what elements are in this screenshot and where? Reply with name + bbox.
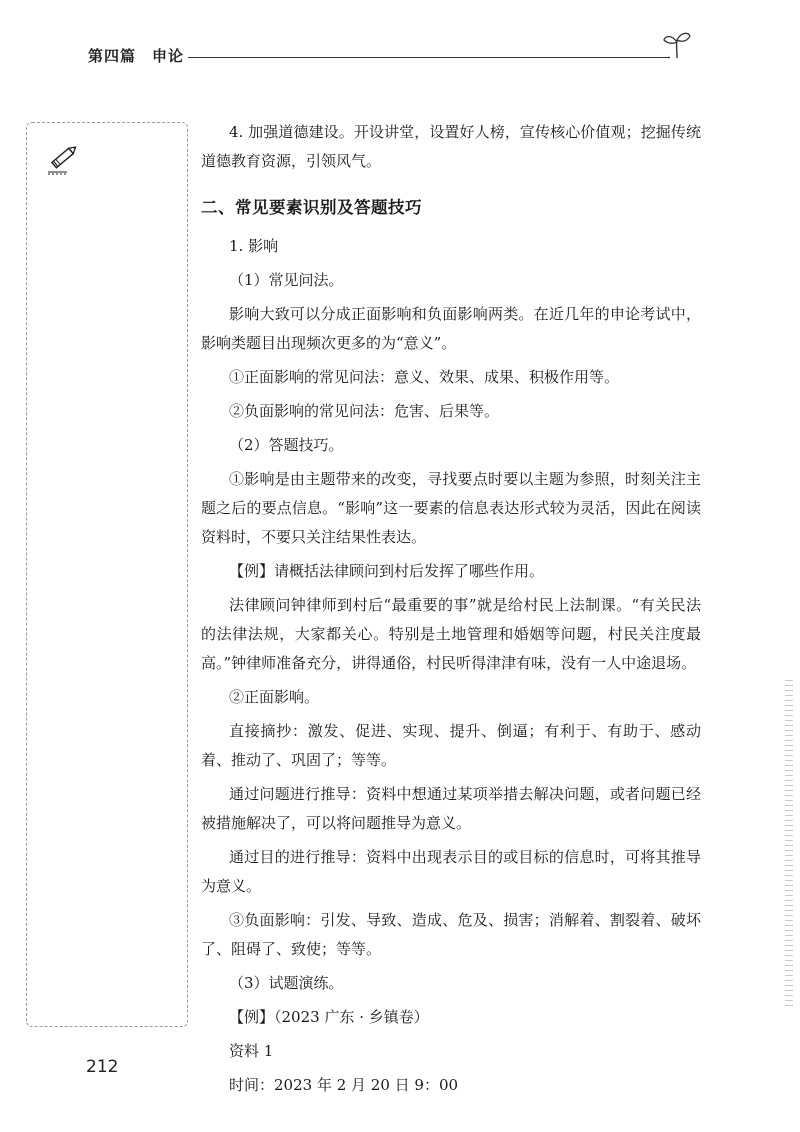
- material-label: 资料 1: [229, 1042, 274, 1060]
- paragraph: ②正面影响。: [229, 688, 320, 706]
- subsection-item: （3）试题演练。: [229, 974, 344, 992]
- pencil-icon: [45, 139, 81, 175]
- paragraph: 影响大致可以分成正面影响和负面影响两类。在近几年的申论考试中，影响类题目出现频次更多的为“意义”。: [201, 305, 701, 352]
- subsection-item: （2）答题技巧。: [229, 436, 344, 454]
- example-question: 【例】请概括法律顾问到村后发挥了哪些作用。: [229, 562, 545, 580]
- paragraph: ①正面影响的常见问法：意义、效果、成果、积极作用等。: [229, 368, 620, 386]
- subsection-title: 1. 影响: [229, 237, 279, 255]
- page-number: 212: [86, 1057, 119, 1077]
- page-edge-marks: [785, 680, 793, 1010]
- paragraph: ①影响是由主题带来的改变，寻找要点时要以主题为参照，时刻关注主题之后的要点信息。“影响”这一要素的信息表达形式较为灵活，因此在阅读资料时，不要只关注结果性表达。: [201, 470, 701, 546]
- example-material: 法律顾问钟律师到村后“最重要的事”就是给村民上法制课。“有关民法的法律法规，大家都关心。特别是土地管理和婚姻等问题，村民关注度最高。”钟律师准备充分，讲得通俗，村民听得津津有味，没有一人中途退场。: [201, 596, 701, 672]
- header-rule: [188, 57, 670, 58]
- paragraph: 4. 加强道德建设。开设讲堂，设置好人榜，宣传核心价值观；挖掘传统道德教育资源，引领风气。: [201, 123, 701, 170]
- paragraph: ③负面影响：引发、导致、造成、危及、损害；消解着、割裂着、破坏了、阻碍了、致使；等等。: [201, 911, 701, 958]
- material-time: 时间：2023 年 2 月 20 日 9：00: [229, 1076, 459, 1094]
- sprout-icon: [662, 30, 692, 60]
- chapter-header-title: 第四篇 申论: [88, 47, 185, 65]
- paragraph: 通过问题进行推导：资料中想通过某项举措去解决问题，或者问题已经被措施解决了，可以将问题推导为意义。: [201, 785, 701, 832]
- paragraph: 直接摘抄：激发、促进、实现、提升、倒逼；有利于、有助于、感动着、推动了、巩固了；等等。: [201, 722, 701, 769]
- paragraph: 通过目的进行推导：资料中出现表示目的或目标的信息时，可将其推导为意义。: [201, 848, 701, 895]
- section-heading: 二、常见要素识别及答题技巧: [201, 198, 422, 217]
- paragraph: ②负面影响的常见问法：危害、后果等。: [229, 402, 500, 420]
- main-content: [201, 118, 701, 1100]
- notes-sidebar: [26, 122, 188, 1027]
- example-label: 【例】（2023 广东 · 乡镇卷）: [229, 1008, 429, 1026]
- subsection-item: （1）常见问法。: [229, 271, 344, 289]
